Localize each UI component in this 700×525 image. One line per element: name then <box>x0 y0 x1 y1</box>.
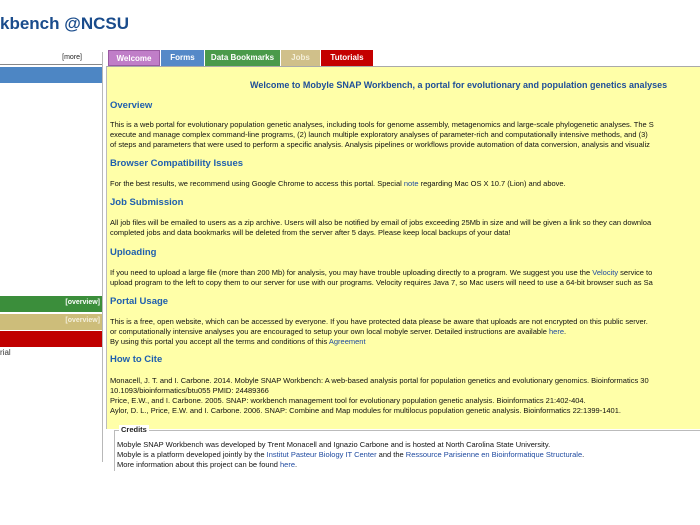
usage-line3-pre: By using this portal you accept all the terms and conditions of this <box>110 337 329 346</box>
left-pane <box>0 52 103 462</box>
credits-line2-post: . <box>582 450 585 459</box>
overview-text <box>110 120 654 150</box>
note-link[interactable]: note <box>403 179 419 188</box>
agreement-link[interactable]: Agreement <box>328 337 366 346</box>
more-link[interactable] <box>62 54 82 61</box>
overview-link[interactable]: [overview] <box>65 299 100 306</box>
job-line: All job files will be emailed to users as a zip archive. Users will also be notified by email of jobs exceeding 25Mb in size and will be given a link so they can downloa <box>110 218 652 227</box>
credits-line2-pre: Mobyle is a platform developed jointly by the <box>117 450 267 459</box>
usage-line: This is a free, open website, which can be accessed by everyone. If you have protected data please be aware that uploads are not encrypted on this public server. <box>110 317 648 326</box>
uploading-pre: If you need to upload a large file (more than 200 Mb) for analysis, you may have trouble uploading directly to a program. We suggest you use the <box>110 268 593 277</box>
tab-forms[interactable]: Forms <box>161 50 204 66</box>
instructions-here-link[interactable]: here <box>549 327 565 336</box>
uploading-line: upload program to the left to copy them to our server for use with our programs. Velocity requires Java 7, so Mac users will need to use a 64-bit browser such as Sa <box>110 278 653 287</box>
portal-usage-heading: Portal Usage <box>110 296 169 307</box>
tab-data-bookmarks[interactable]: Data Bookmarks <box>205 50 280 66</box>
tutorials-bar[interactable] <box>0 331 102 347</box>
page-title: kbench @NCSU <box>0 14 129 33</box>
browser-text <box>110 179 566 189</box>
browser-heading: Browser Compatibility Issues <box>110 158 244 169</box>
welcome-heading: Welcome to Mobyle SNAP Workbench, a portal for evolutionary and population genetics analyses <box>250 80 668 90</box>
tab-tutorials[interactable]: Tutorials <box>321 50 373 66</box>
overview-heading: Overview <box>110 100 153 111</box>
how-to-cite-heading: How to Cite <box>110 354 163 365</box>
usage-line2-pre: or computationally intensive analyses you are encouraged to setup your own local mobyle server. Detailed instructions are available <box>110 327 549 336</box>
uploading-post: service to <box>618 268 653 277</box>
portal-usage-text <box>110 317 648 347</box>
velocity-link[interactable]: Velocity <box>592 268 619 277</box>
credits-line3-post: . <box>295 460 298 469</box>
credits-box <box>114 425 700 471</box>
overview-link[interactable]: [overview] <box>65 317 100 324</box>
citations <box>110 376 649 416</box>
citation: Price, E.W., and I. Carbone. 2005. SNAP: workbench management tool for evolutionary population genetic analysis. Bioinformatics 21:402-404. <box>110 396 586 405</box>
credits-text <box>117 440 584 470</box>
citation: Monacell, J. T. and I. Carbone. 2014. Mobyle SNAP Workbench: A web-based analysis portal for population genetics and evolutionary genomics. Bioinformatics 30 <box>110 376 649 385</box>
job-submission-heading: Job Submission <box>110 197 184 208</box>
overview-line: of steps and parameters that were used to perform a specific analysis. Analysis pipelines or workflows provide automation of data conversion, analysis and visualiz <box>110 140 650 149</box>
credits-line: Mobyle SNAP Workbench was developed by Trent Monacell and Ignazio Carbone and is hosted at North Carolina State University. <box>117 440 551 449</box>
jobs-bar[interactable] <box>0 314 102 330</box>
tab-jobs[interactable]: Jobs <box>281 50 320 66</box>
browser-text-post: regarding Mac OS X 10.7 (Lion) and above. <box>418 179 566 188</box>
uploading-text <box>110 268 653 288</box>
rpbs-link[interactable]: Ressource Parisienne en Bioinformatique Structurale <box>405 450 583 459</box>
pasteur-link[interactable]: Institut Pasteur Biology IT Center <box>266 450 377 459</box>
left-selected-bar[interactable] <box>0 67 102 83</box>
more-info-here-link[interactable]: here <box>280 460 296 469</box>
job-submission-text <box>110 218 651 238</box>
left-divider <box>0 64 102 65</box>
more-link-text[interactable]: [more] <box>62 54 82 61</box>
citation: Aylor, D. L., Price, E.W. and I. Carbone. 2006. SNAP: Combine and Map modules for multilocus population genetic analysis. Bioinformatics 22:1399-1401. <box>110 406 621 415</box>
credits-legend: Credits <box>121 425 147 434</box>
citation: 10.1093/bioinformatics/btu055 PMID: 24489366 <box>110 386 269 395</box>
data-bookmarks-bar[interactable] <box>0 296 102 312</box>
overview-line: execute and manage complex command-line programs, (2) launch multiple exploratory analyses of parameter-rich and computationally intensive methods, and (3) <box>110 130 648 139</box>
credits-line3-pre: More information about this project can be found <box>117 460 281 469</box>
overview-line: This is a web portal for evolutionary population genetic analyses, including tools for genome assembly, metagenomics and large-scale phylogenetic analyses. The S <box>110 120 654 129</box>
tab-welcome[interactable]: Welcome <box>108 50 160 66</box>
welcome-panel <box>106 66 700 429</box>
uploading-heading: Uploading <box>110 247 157 258</box>
credits-line2-mid: and the <box>376 450 406 459</box>
browser-text-pre: For the best results, we recommend using Google Chrome to access this portal. Special <box>110 179 404 188</box>
usage-line2-post: . <box>564 327 567 336</box>
tab-bar <box>108 50 374 66</box>
job-line: completed jobs and data bookmarks will be deleted from the server after 5 days. Please keep local backups of your data! <box>110 228 511 237</box>
left-tutorial-fragment[interactable]: rial <box>0 348 11 357</box>
